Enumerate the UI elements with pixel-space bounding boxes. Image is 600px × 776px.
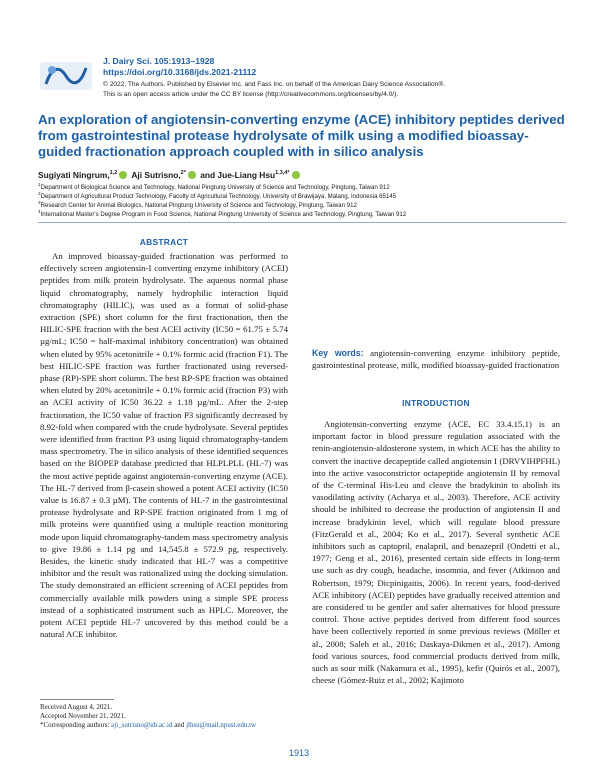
author-list — [38, 170, 302, 180]
article-title: An exploration of angiotensin-converting enzyme (ACE) inhibitory peptides derived from gastrointestinal protease hydrolysate of milk using a modified bioassay-guided fractionation approach coupled with in silico analysis — [38, 112, 565, 159]
orcid-icon[interactable] — [292, 171, 300, 179]
affiliation-sup: 1 — [38, 182, 41, 187]
author-name: Sugiyati Ningrum, — [38, 170, 110, 180]
keywords-text: angiotensin-converting enzyme inhibitory peptide, gastrointestinal protease, milk, modified bioassay-guided fractionation — [312, 348, 561, 371]
email-link[interactable]: aji_sutrisno@ub.ac.id — [111, 721, 173, 729]
doi-link[interactable]: https://doi.org/10.3168/jds.2021-21112 — [103, 67, 257, 77]
keywords-label: Key words: — [312, 348, 364, 358]
abstract-heading: ABSTRACT — [139, 237, 189, 247]
corresponding-authors — [40, 721, 288, 730]
affiliation — [38, 208, 406, 220]
abstract-left-column — [40, 250, 288, 698]
author-affiliation-sup: 1,3,4* — [275, 170, 290, 177]
author-affiliation-sup: 2* — [180, 170, 186, 177]
corresponding-label: *Corresponding authors: — [40, 721, 110, 729]
footnote-divider — [40, 699, 114, 700]
journal-citation: J. Dairy Sci. 105:1913–1928 — [103, 56, 215, 66]
received-date: Received August 4, 2021. — [40, 703, 113, 711]
author-name: and Jue-Liang Hsu — [200, 170, 276, 180]
affiliation-sup: 2 — [38, 191, 41, 196]
affiliation-text: International Master's Degree Program in Food Science, National Pingtung University of Science and Technology, Pingtung, Taiwan 912 — [40, 211, 407, 219]
abstract-text: An improved bioassay-guided fractionation was performed to effectively screen angiotensin-I converting enzyme inhibitory (ACEI) peptides from milk protein hydrolysate. The aqueous normal phase liquid chromatography, namely hydrophilic interaction liquid chromatography (HILIC), was used as a format of solid-phase extraction (SPE) short column for the first fractionation, then the HILIC-SPE fraction with the best ACEI activity (IC50 = 61.75 ± 5.74 µg/mL; IC50 = half-maximal inhibitory concentration) was obtained when eluted by 95% acetonitrile + 0.1% formic acid (fraction F1). The best HILIC-SPE fraction was further fractionated using reversed-phase (RP)-SPE short column. The best RP-SPE fraction was obtained when eluted by 20% acetonitrile + 0.1% formic acid (fraction P3) with an ACEI activity of IC50 36.22 ± 1.18 µg/mL. After the 2-step fractionation, the IC50 value of fraction P3 significantly decreased by 8.92-fold when compared with the crude hydrolysate. Several peptides were identified from fraction P3 using liquid chromatography-tandem mass spectrometry. The in silico analysis of these identified sequences based on the BIOPEP database predicted that HLPLPLL (HL-7) was the most active peptide against angiotensin-converting enzyme (ACE). The HL-7 derived from β-casein showed a potent ACEI activity (IC50 value is 16.87 ± 0.3 µM). The contents of HL-7 in the gastrointestinal protease hydrolysate and RP-SPE fraction originated from 1 mg of milk proteins were quantified using a multiple reaction monitoring mode upon liquid chromatography-tandem mass spectrometry analysis to give 19.86 ± 1.14 pg and 14,545.8 ± 572.9 pg, respectively. Besides, the kinetic study indicated that HL-7 was a competitive inhibitor and the result was rationalized using the docking simulation. The study demonstrated an efficient screening of ACEI peptides from commercially available milk powders using a simple SPE process instead of a sophisticated instrument such as HPLC. Moreover, the potent ACEI peptide HL-7 uncovered by this method could be a natural ACE inhibitor. — [40, 251, 288, 640]
affiliation-text: Department of Agricultural Product Technology, Faculty of Agricultural Technology, University of Brawijaya, Malang, Indonesia 65145 — [40, 193, 397, 201]
email-link[interactable]: jlhsu@mail.npust.edu.tw — [186, 721, 257, 729]
introduction-column — [312, 418, 560, 748]
affiliation-sup: 4 — [38, 209, 41, 214]
header-divider — [38, 222, 566, 223]
journal-logo-icon — [38, 56, 94, 94]
affiliation-text: Research Center for Animal Biologics, National Pingtung University of Science and Technology, Pingtung, Taiwan 912 — [40, 202, 357, 210]
abstract-right-column — [312, 238, 560, 348]
affiliation-text: Department of Biological Science and Technology, National Pingtung University of Science and Technology, Pingtung, Taiwan 912 — [40, 184, 390, 192]
copyright-notice: © 2022, The Authors. Published by Elsevier Inc. and Fass Inc. on behalf of the American Dairy Science Association®. — [103, 81, 446, 88]
introduction-text: Angiotensin-converting enzyme (ACE, EC 33.4.15.1) is an important factor in blood pressure regulation associated with the renin-angiotensin-aldosterone system, in which ACE has the ability to convert the inactive decapeptide called angiotensin I (DRVYIHPFHL) into the active vasoconstrictor octapeptide angiotensin II by removal of the C-terminal His-Leu and cleave the bradykinin to abolish its vasodilating activity (Acharya et al., 2003). Therefore, ACE activity should be inhibited to decrease the production of angiotensin II and increase bradykinin level, which will regulate blood pressure (FitzGerald et al., 2004; Ko et al., 2017). Several synthetic ACE inhibitors such as captopril, enalapril, and benazepril (Ondetti et al., 1977; Geng et al., 2016), presented certain side effects in long-term use such as dry cough, headache, insomnia, and fever (Atkinson and Robertson, 1979; Dicpinigaitis, 2006). In recent years, food-derived ACE inhibitory (ACEI) peptides have gradually received attention and are considered to be gentler and safer alternatives for blood pressure control. Those active peptides derived from different food sources have been collectively reported in some previous reviews (Möller et al., 2008; Saleh et al., 2016; Daskaya-Dikmen et al., 2017). Among food various sources, food commercial products derived from milk, such as sour milk (Nakamura et al., 1995), kefir (Quirós et al., 2007), cheese (Gómez-Ruiz et al., 2002; Kajimoto — [312, 419, 560, 686]
license-notice: This is an open access article under the CC BY license (http://creativecommons.org/licenses/by/4.0/). — [103, 91, 399, 98]
introduction-heading: INTRODUCTION — [402, 398, 470, 408]
conjunction: and — [174, 721, 185, 729]
author-affiliation-sup: 1,2 — [109, 170, 118, 177]
keywords — [312, 347, 560, 371]
author-name: Aji Sutrisno, — [131, 170, 181, 180]
page-number: 1913 — [289, 748, 310, 758]
orcid-icon[interactable] — [119, 171, 127, 179]
affiliation-sup: 3 — [38, 200, 41, 205]
orcid-icon[interactable] — [188, 171, 196, 179]
accepted-date: Accepted November 21, 2021. — [40, 712, 126, 720]
